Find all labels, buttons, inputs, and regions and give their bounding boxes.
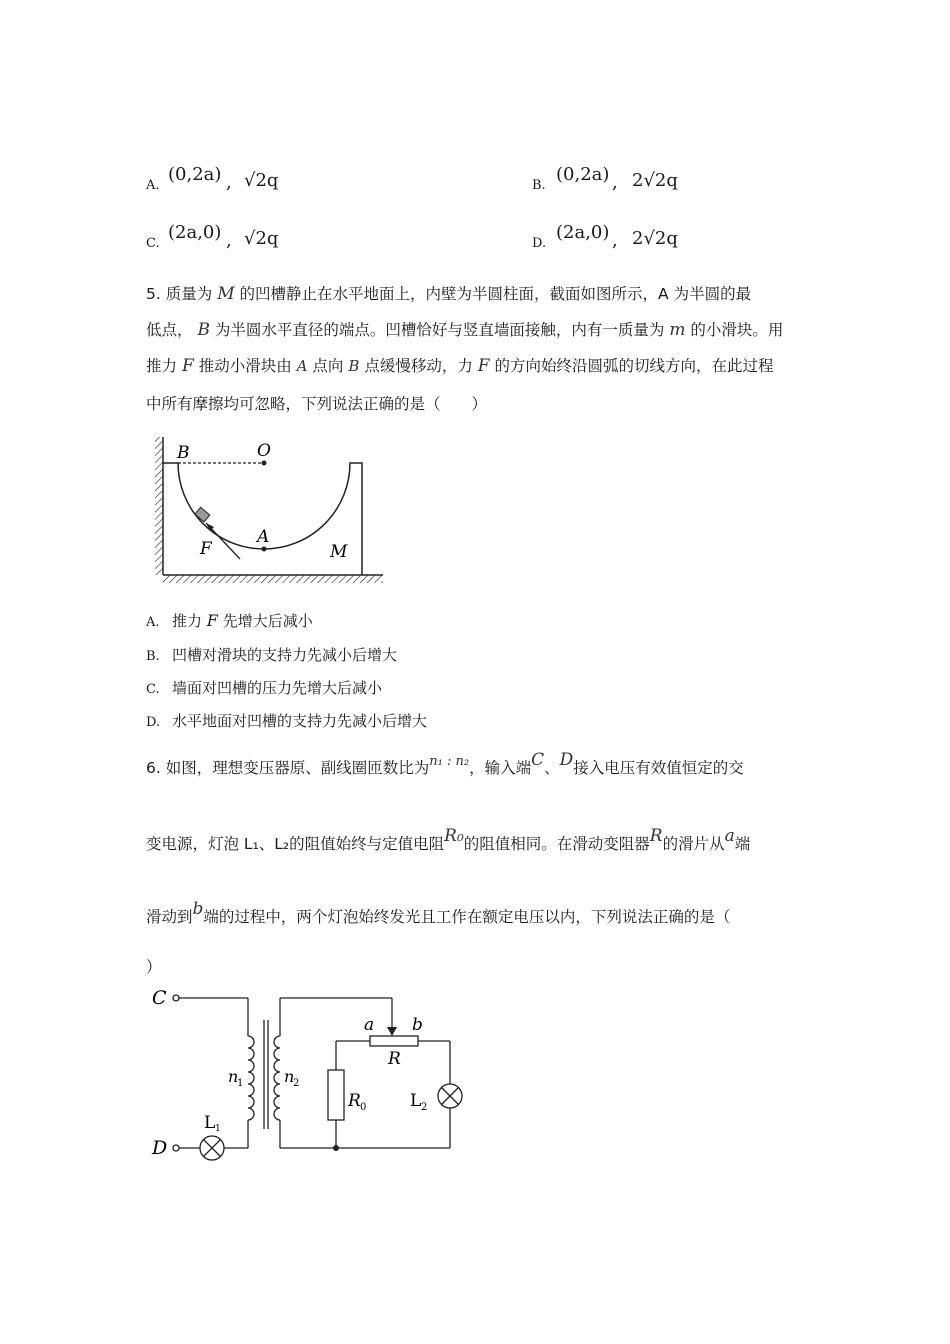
question-number: 6. [146,759,161,777]
option-letter: C. [146,682,160,697]
slider-arrowhead [387,1027,397,1036]
option-var: F [206,611,218,630]
q5-text: 为半圆水平直径的端点。凹槽恰好与竖直墙面接触，内有一质量为 [214,321,665,339]
label-a: a [364,1015,375,1035]
option-coordinate: (2a,0) [168,222,222,243]
option-letter: D. [146,715,161,730]
q5-var: F [477,356,490,376]
q5-text: 的小滑块。用 [690,321,784,339]
option-charge: 2√2q [632,228,678,249]
q6-line-3 [146,899,731,927]
q5-option-c [146,677,382,698]
label-m: M [330,542,348,562]
q6-text: ，输入端 [469,759,532,777]
q5-option-d [146,710,427,731]
q6-text: 滑动到 [146,908,193,926]
option-charge: 2√2q [632,170,678,191]
label-l2: L [410,1091,422,1111]
option-separator: , [612,230,618,251]
q5-text: 推力 [146,357,178,375]
rheostat [370,1036,418,1046]
option-letter: D. [532,236,547,251]
label-l1: L [204,1113,216,1133]
q5-text: 推动小滑块由 [198,357,292,375]
q5-text: 的凹槽静止在水平地面上，内壁为半圆柱面，截面如图所示，A 为半圆的最 [239,285,752,303]
q6-text: 接入电压有效值恒定的交 [573,759,744,777]
option-text: 凹槽对滑块的支持力先减小后增大 [172,646,398,664]
q6-var-a: a [724,826,735,846]
option-text: 水平地面对凹槽的支持力先减小后增大 [172,712,428,730]
option-letter: C. [146,236,160,251]
q5-text: 点向 [312,357,344,375]
q6-var-c: C [531,750,545,770]
q5-option-b [146,644,397,665]
center-point [262,461,267,466]
option-text: 先增大后减小 [222,612,313,630]
label-b: b [412,1015,423,1035]
q6-var-r: R [649,826,663,846]
label-r0-sub: 0 [360,1102,367,1113]
label-n2-sub: 2 [293,1078,300,1089]
q5-text: 的方向始终沿圆弧的切线方向，在此过程 [494,357,774,375]
q5-line-1 [146,282,751,304]
label-r: R [388,1049,401,1069]
q6-text: 的滑片从 [662,835,725,853]
q5-var: B [197,320,210,340]
q6-text: 、 [544,759,560,777]
q6-var-r0: R₀ [444,826,464,846]
q6-ratio: n₁ : n₂ [429,754,470,769]
q6-text: ） [146,958,162,976]
q5-text: 中所有摩擦均可忽略，下列说法正确的是（ ） [146,395,488,413]
option-charge: √2q [244,170,279,191]
option-coordinate: (0,2a) [556,164,610,185]
option-letter: A. [146,615,160,630]
label-n2: n [284,1067,295,1086]
q5-text: 质量为 [165,285,213,303]
q6-line-1 [146,750,744,778]
q5-line-2 [146,318,783,340]
q6-text: 端的过程中，两个灯泡始终发光且工作在额定电压以内，下列说法正确的是（ [203,908,731,926]
q5-line-3 [146,354,774,376]
q6-line-4 [146,955,162,977]
resistor-r0 [328,1070,344,1120]
q5-line-4 [146,392,487,414]
option-letter: B. [146,649,160,664]
label-a: A [257,527,270,547]
q5-var: F [181,356,194,376]
label-c: C [152,987,167,1009]
primary-coil [248,1036,254,1120]
q5-option-a [146,610,313,631]
label-n1-sub: 1 [237,1078,244,1089]
option-coordinate: (0,2a) [168,164,222,185]
secondary-coil [274,1036,280,1120]
q6-circuit-figure [148,984,478,1164]
q5-var: B [348,357,360,375]
label-d: D [152,1137,168,1159]
q6-text: 变电源，灯泡 L₁、L₂的阻值始终与定值电阻 [146,835,445,853]
q5-var: A [296,357,308,375]
q5-var: M [217,284,235,304]
q5-text: 点缓慢移动，力 [364,357,473,375]
option-separator: , [226,230,232,251]
q6-var-b: b [192,899,204,919]
q6-text: 的阻值相同。在滑动变阻器 [463,835,650,853]
option-letter: B. [532,178,546,193]
option-charge: √2q [244,228,279,249]
option-letter: A. [146,178,160,193]
q5-var: m [669,320,686,340]
junction-dot [333,1145,339,1151]
ground-hatch [163,575,383,583]
q6-text: 如图，理想变压器原、副线圈匝数比为 [165,759,430,777]
slider-block [195,507,210,522]
terminal-d [173,1145,179,1151]
q5-groove-figure [150,432,390,592]
label-n1: n [228,1067,239,1086]
option-text: 墙面对凹槽的压力先增大后减小 [172,679,383,697]
label-r0: R [348,1091,361,1111]
option-text: 推力 [172,612,203,630]
option-separator: , [226,172,232,193]
label-l1-sub: 1 [215,1124,221,1134]
terminal-c [173,995,179,1001]
q5-text: 低点， [146,321,193,339]
label-f: F [200,539,212,559]
q6-text: 端 [734,835,751,853]
option-coordinate: (2a,0) [556,222,610,243]
label-l2-sub: 2 [421,1102,428,1113]
q6-line-2 [146,826,751,854]
wall-hatch [155,437,163,575]
point-a [262,547,267,552]
question-number: 5. [146,285,161,303]
option-separator: , [612,172,618,193]
q6-var-d: D [559,750,574,770]
label-o: O [257,441,271,461]
label-b: B [177,443,190,463]
